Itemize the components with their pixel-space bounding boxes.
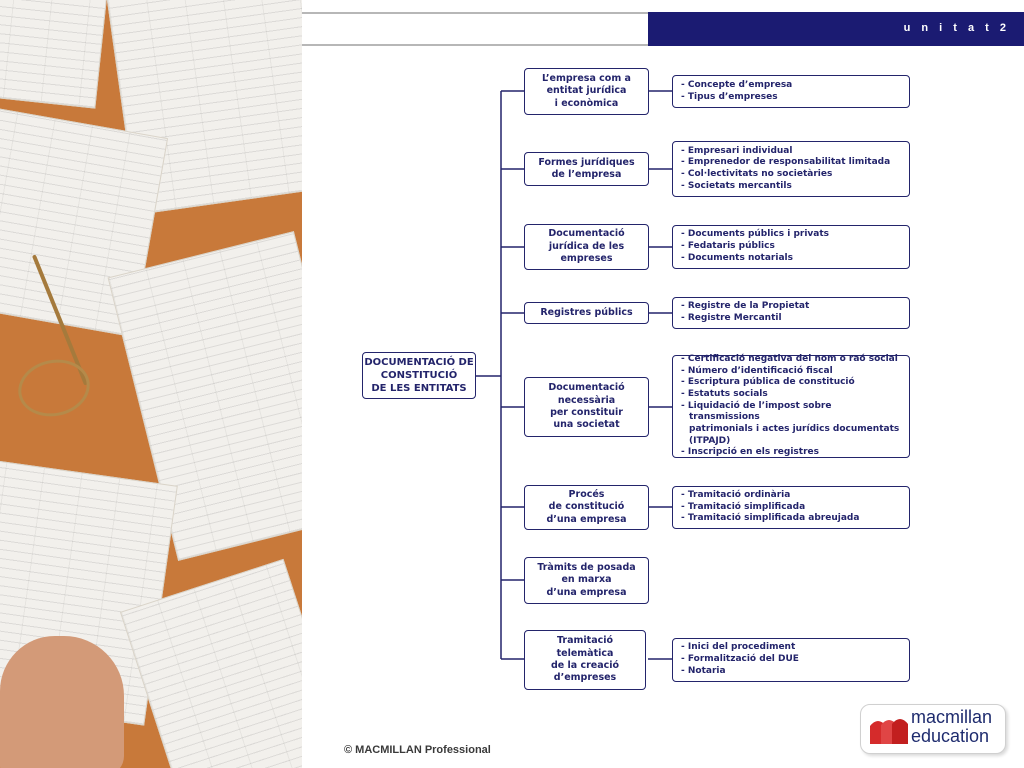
detail-item: - Emprenedor de responsabilitat limitada	[681, 157, 903, 169]
detail-item: - Documents notarials	[681, 253, 903, 265]
detail-item: - Tramitació simplificada abreujada	[681, 513, 903, 525]
detail-box	[672, 75, 910, 108]
branch-node: Registres públics	[524, 302, 649, 324]
detail-item: - Tramitació simplificada	[681, 502, 903, 514]
detail-item: - Tramitació ordinària	[681, 490, 903, 502]
detail-item: - Fedataris públics	[681, 241, 903, 253]
detail-item: - Notaria	[681, 666, 903, 678]
unit-label: u n i t a t 2	[903, 22, 1010, 34]
detail-item: - Inici del procediment	[681, 642, 903, 654]
detail-item: - Registre Mercantil	[681, 313, 903, 325]
branch-node: Formes jurídiques de l’empresa	[524, 152, 649, 186]
copyright-text: © MACMILLAN Professional	[344, 744, 491, 756]
branch-node: L’empresa com a entitat jurídica i econòmica	[524, 68, 649, 115]
detail-item: - Formalització del DUE	[681, 654, 903, 666]
detail-item: - Tipus d’empreses	[681, 92, 903, 104]
detail-box	[672, 486, 910, 529]
detail-item: - Escriptura pública de constitució	[681, 377, 903, 389]
detail-box	[672, 141, 910, 197]
detail-item: - Certificació negativa del nom o raó social	[681, 354, 903, 366]
branch-node: Procés de constitució d’una empresa	[524, 485, 649, 530]
detail-item: - Inscripció en els registres	[681, 447, 903, 459]
macmillan-logo	[860, 704, 1006, 754]
detail-item: - Col·lectivitats no societàries	[681, 169, 903, 181]
detail-box	[672, 355, 910, 458]
macmillan-logo-icon	[869, 712, 909, 746]
detail-item: - Empresari individual	[681, 146, 903, 158]
detail-box	[672, 225, 910, 269]
detail-item: - Documents públics i privats	[681, 229, 903, 241]
root-node: DOCUMENTACIÓ DE CONSTITUCIÓ DE LES ENTITATS	[362, 352, 476, 399]
branch-node: Documentació jurídica de les empreses	[524, 224, 649, 270]
detail-item: - Liquidació de l’impost sobre transmissions patrimonials i actes jurídics documentats (ITPAJD)	[681, 401, 903, 448]
branch-node: Documentació necessària per constituir una societat	[524, 377, 649, 437]
detail-item: - Registre de la Propietat	[681, 301, 903, 313]
branch-node: Tràmits de posada en marxa d’una empresa	[524, 557, 649, 604]
logo-wordmark: macmillan education	[911, 707, 993, 746]
detail-item: - Concepte d’empresa	[681, 80, 903, 92]
detail-item: - Societats mercantils	[681, 181, 903, 193]
branch-node: Tramitació telemàtica de la creació d’empreses	[524, 630, 646, 690]
detail-item: - Estatuts socials	[681, 389, 903, 401]
detail-item: - Número d’identificació fiscal	[681, 366, 903, 378]
detail-box	[672, 638, 910, 682]
detail-box	[672, 297, 910, 329]
